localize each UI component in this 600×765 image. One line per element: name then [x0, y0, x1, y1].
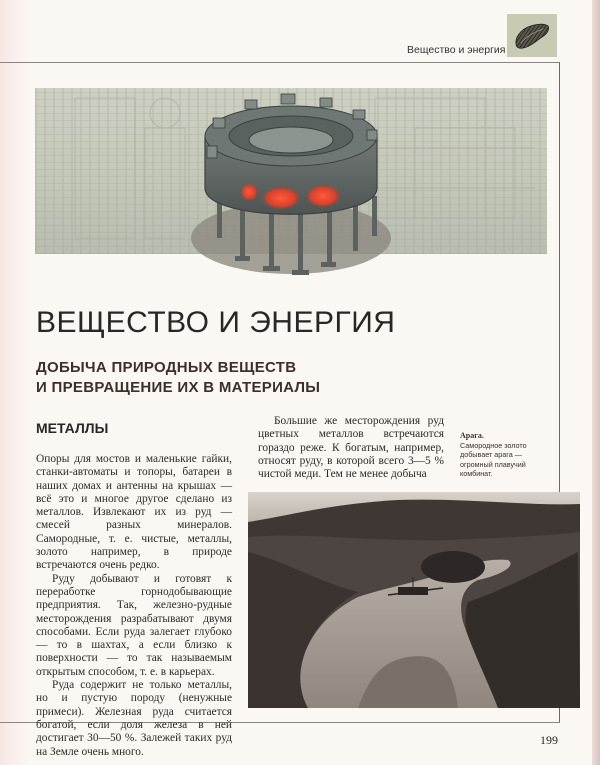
dredge-photo — [248, 492, 580, 708]
paragraph: Большие же месторождения руд цветных металлов встречаются гораздо реже. К богатым, например, относят руду, в которой всего 3—5 % чистой меди. Тем не менее добыча — [258, 415, 444, 481]
frame-rule-top — [0, 62, 560, 63]
body-column-left — [36, 453, 232, 759]
ore-nugget-icon — [513, 20, 551, 51]
hero-image — [35, 88, 547, 254]
section-icon-tile — [507, 14, 557, 57]
section-title — [36, 358, 320, 398]
caption-text: Самородное золото добывает арага — огромный плавучий комбинат. — [460, 440, 527, 478]
paragraph: Руда содержит не только металлы, но и пустую породу (ненужные примеси). Железная руда считается богатой, если доля железа в ней достигает 30—50 %. Залежей таких руд на Земле очень много. — [36, 679, 232, 758]
page-edge-tint — [592, 0, 600, 765]
section-title-line-2: И ПРЕВРАЩЕНИЕ ИХ В МАТЕРИАЛЫ — [36, 379, 321, 396]
furnace-illustration — [35, 88, 547, 288]
paragraph: Руду добывают и готовят к переработке горнодобывающие предприятия. Так, железно-рудные месторождения разрабатывают двумя способами. Если руда залегает глубоко — то в шахтах, а если близко к поверхности — то так называемым открытым способом, т. е. в карьерах. — [36, 572, 232, 678]
page-gutter-tint — [0, 0, 30, 765]
paragraph: Опоры для мостов и маленькие гайки, станки-автоматы и топоры, батареи в наших домах и антенны на крышах — всё это и многое другое сделано из металлов. Извлекают их из руд — смесей разных минералов. Самородные, т. е. чистые, металлы, золото например, в природе встречаются очень редко. — [36, 453, 232, 572]
chapter-title: ВЕЩЕСТВО И ЭНЕРГИЯ — [36, 306, 396, 339]
running-head: Вещество и энергия — [407, 44, 506, 56]
page-number: 199 — [540, 733, 558, 747]
subsection-title: МЕТАЛЛЫ — [36, 420, 109, 436]
body-column-middle — [258, 415, 444, 481]
section-title-line-1: ДОБЫЧА ПРИРОДНЫХ ВЕЩЕСТВ — [36, 359, 297, 376]
photo-caption — [460, 431, 555, 479]
caption-title: Арага. — [460, 431, 484, 440]
river-valley-photo — [248, 492, 580, 708]
